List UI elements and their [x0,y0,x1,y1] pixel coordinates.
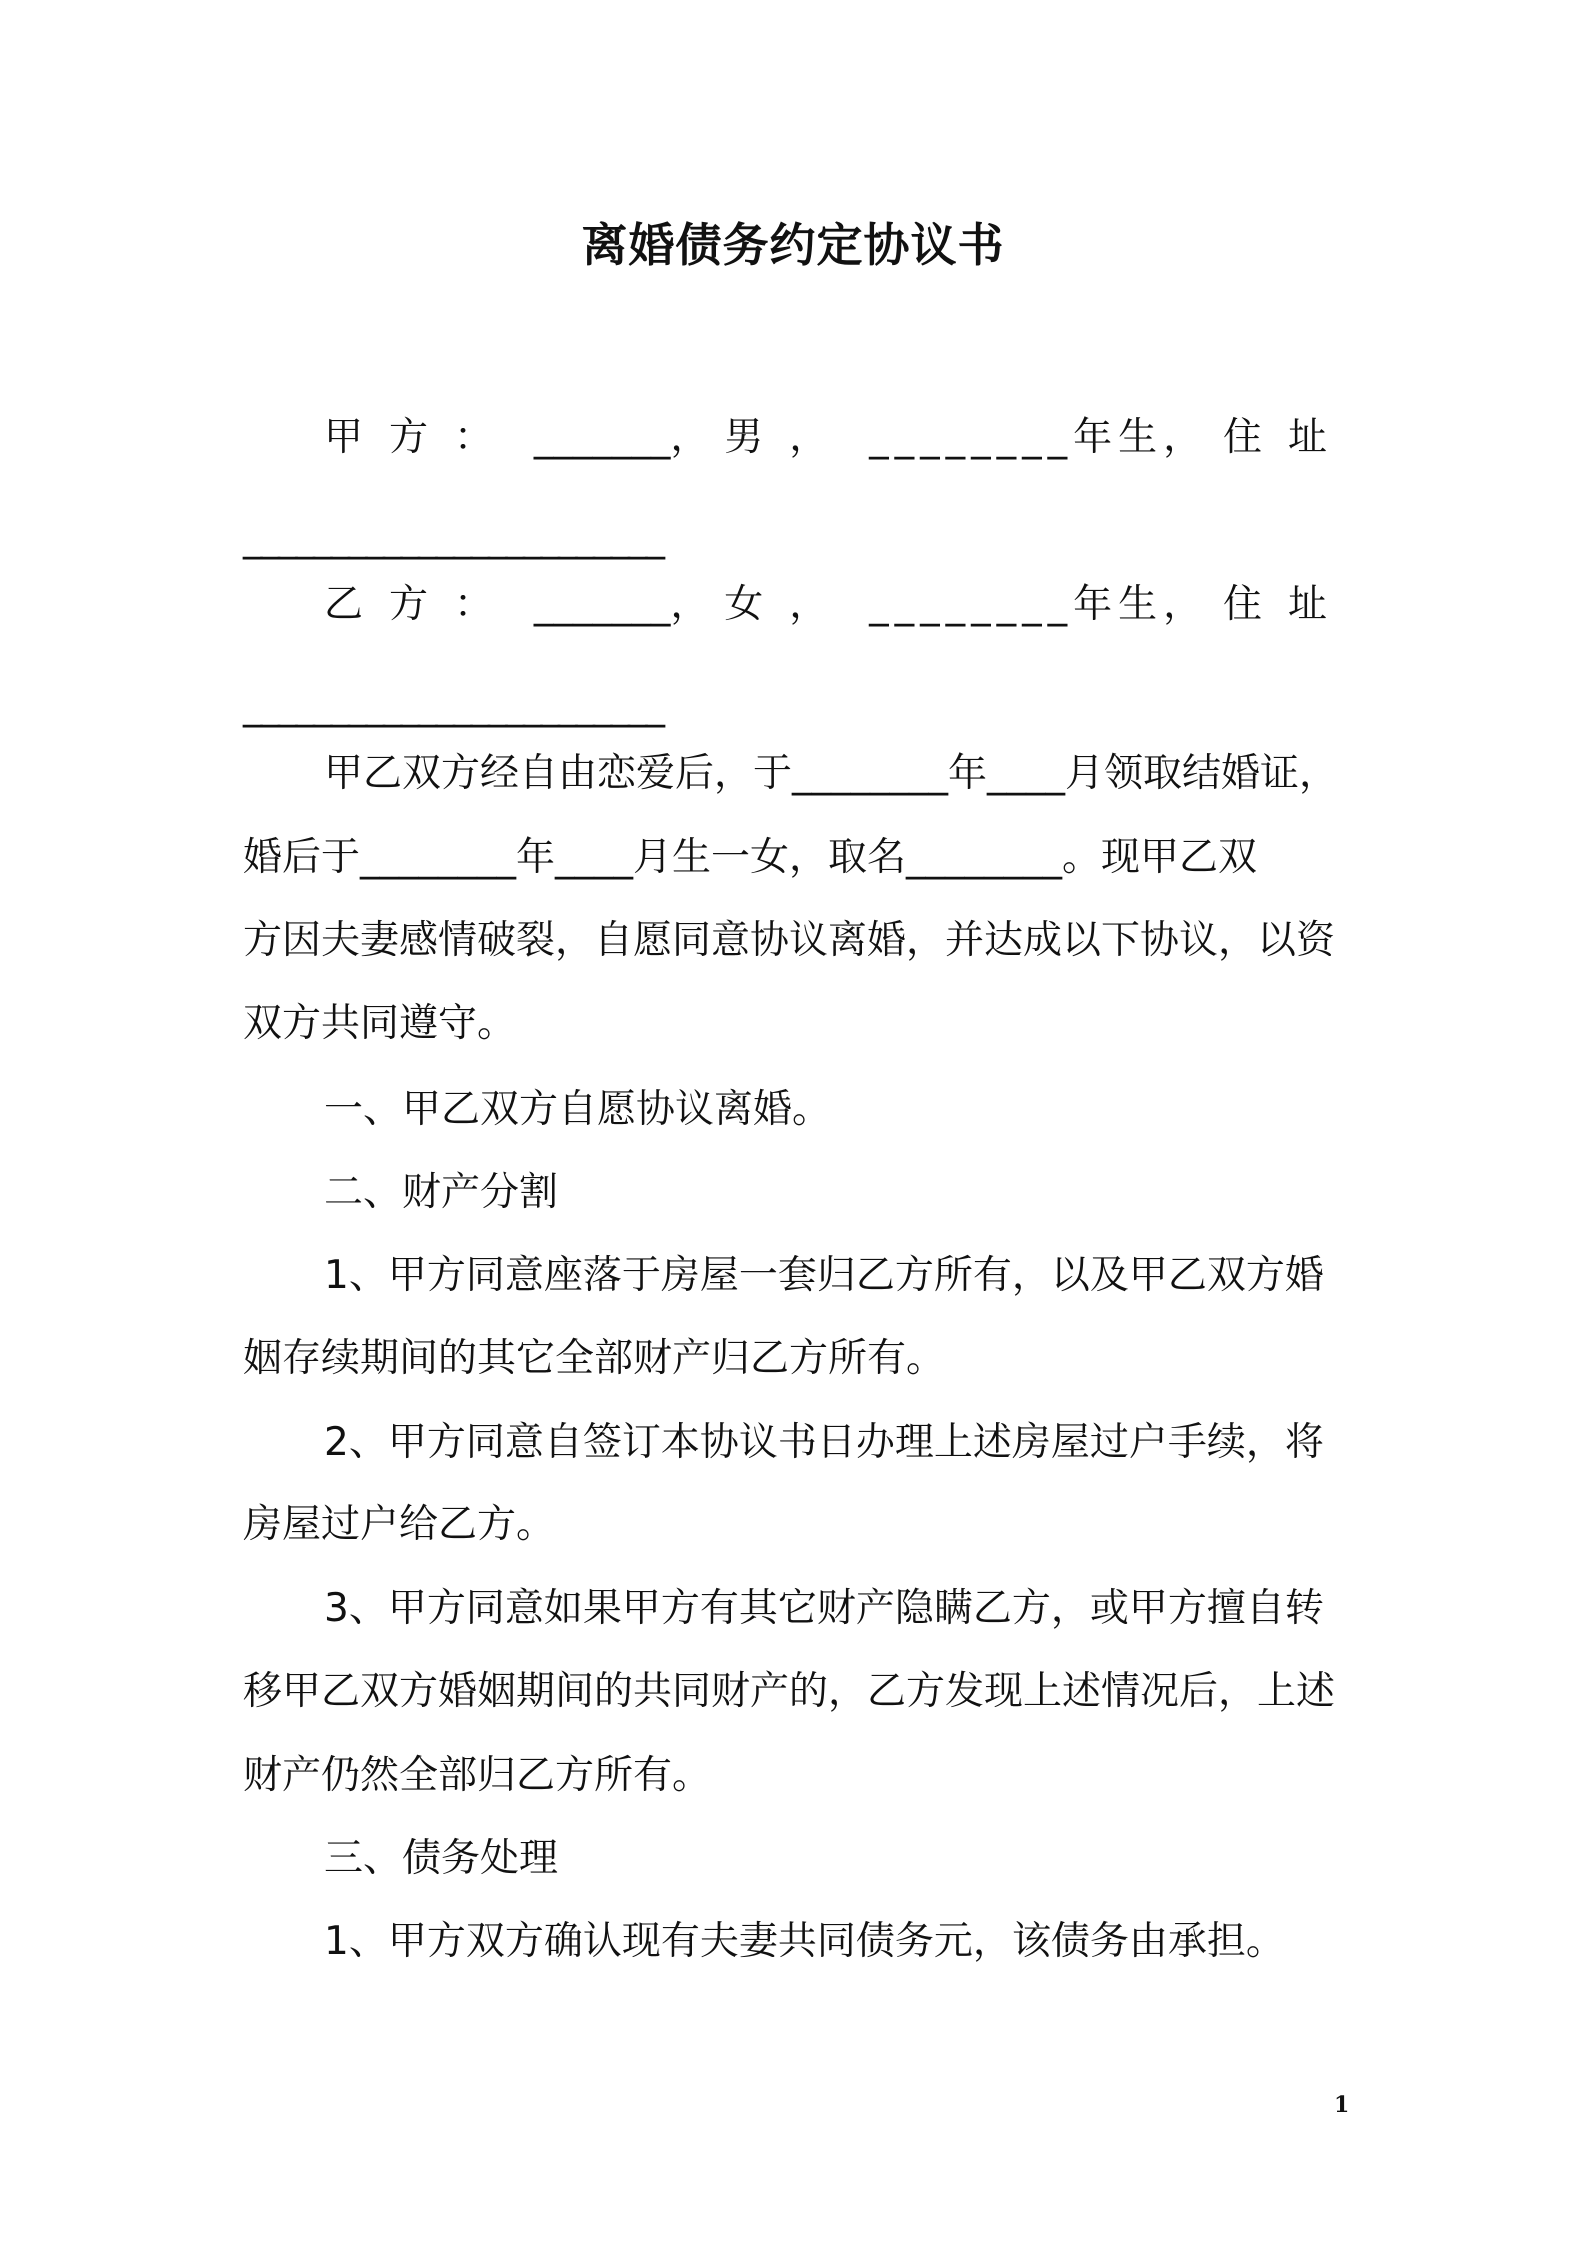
body-line-10: 房屋过户给乙方。 [243,1502,556,1547]
party-a-year-blank: ________年生， [869,415,1209,460]
section-2-heading: 二、财产分割 [324,1170,559,1215]
body-line-3: 方因夫妻感情破裂，自愿同意协议离婚，并达成以下协议，以资 [243,918,1336,963]
body-line-11: 3、甲方同意如果甲方有其它财产隐瞒乙方，或甲方擅自转 [324,1586,1324,1631]
party-a-name-blank: _______， [533,415,710,460]
body-line-8: 姻存续期间的其它全部财产归乙方所有。 [243,1336,946,1381]
body-line-1: 甲乙双方经自由恋爱后，于________年____月领取结婚证， [324,751,1339,796]
party-b-year-blank: ________年生， [869,582,1209,627]
party-b-label: 乙方： [324,582,520,627]
party-a-line [324,410,1353,466]
party-a-gender: 男， [724,415,855,460]
body-line-7: 1、甲方同意座落于房屋一套归乙方所有，以及甲乙双方婚 [324,1253,1324,1298]
section-1-heading: 一、甲乙双方自愿协议离婚。 [324,1087,832,1132]
party-b-name-blank: _______， [533,582,710,627]
party-b-line [324,577,1353,633]
party-b-address-blank: ________________________ [243,683,663,728]
party-a-label: 甲方： [324,415,520,460]
body-line-15: 1、甲方双方确认现有夫妻共同债务元，该债务由承担。 [324,1919,1285,1964]
party-a-address-blank: ________________________ [243,515,663,560]
document-title: 离婚债务约定协议书 [581,218,1005,272]
body-line-4: 双方共同遵守。 [243,1001,517,1046]
body-line-2: 婚后于________年____月生一女，取名________。现甲乙双 [243,835,1258,880]
party-b-address-label: 住址 [1222,582,1353,627]
section-3-heading: 三、债务处理 [324,1836,559,1881]
body-line-13: 财产仍然全部归乙方所有。 [243,1753,712,1798]
body-line-12: 移甲乙双方婚姻期间的共同财产的，乙方发现上述情况后，上述 [243,1669,1336,1714]
party-b-gender: 女， [724,582,855,627]
body-line-9: 2、甲方同意自签订本协议书日办理上述房屋过户手续，将 [324,1420,1324,1465]
party-a-address-label: 住址 [1222,415,1353,460]
page-number: 1 [1334,2092,1350,2118]
